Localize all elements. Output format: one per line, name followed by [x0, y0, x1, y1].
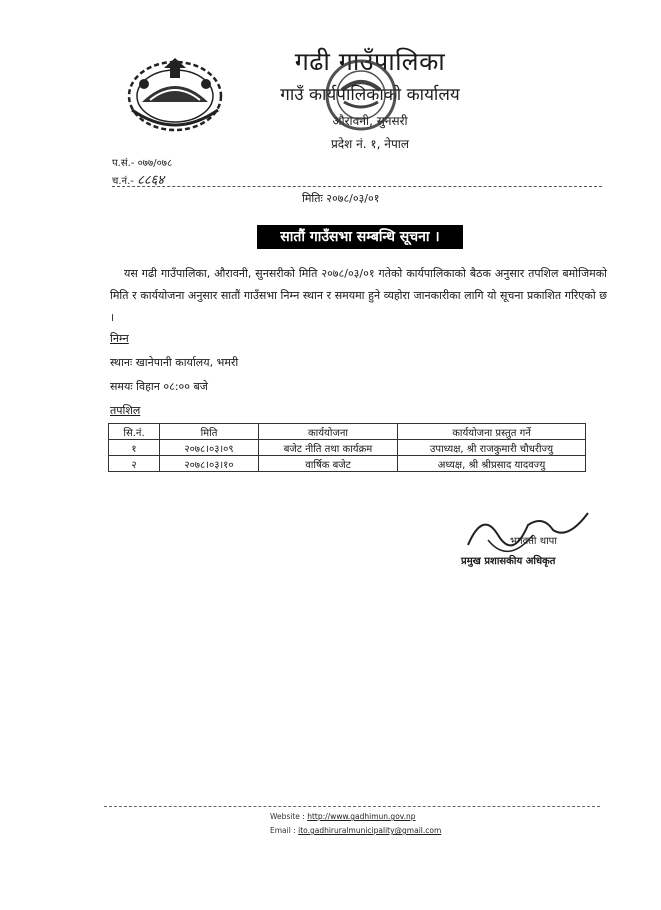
cell-date: २०७८।०३।१०	[160, 456, 259, 472]
cell-agenda: बजेट नीति तथा कार्यक्रम	[259, 440, 398, 456]
cell-date: २०७८।०३।०९	[160, 440, 259, 456]
col-agenda: कार्ययोजना	[259, 424, 398, 440]
col-serial: सि.नं.	[109, 424, 160, 440]
date-value: २०७८/०३/०१	[326, 192, 380, 205]
email-link[interactable]: ito.gadhiruralmunicipality@gmail.com	[298, 826, 442, 835]
footer-email: Email : ito.gadhiruralmunicipality@gmail.com	[270, 826, 442, 835]
footer-website: Website : http://www.gadhimun.gov.np	[270, 812, 416, 821]
signatory-name: भगवती थापा	[510, 536, 557, 547]
office-address: औरावनी, सुनसरी	[332, 114, 408, 128]
cell-serial: १	[109, 440, 160, 456]
date-label: मितिः	[302, 192, 323, 205]
cell-presenter: अध्यक्ष, श्री श्रीप्रसाद यादवज्यु	[398, 456, 586, 472]
table-header-row	[109, 424, 586, 440]
website-label: Website	[270, 812, 300, 821]
venue-label: स्थानः	[110, 356, 133, 369]
details-heading: निम्न	[110, 332, 129, 345]
province-name: प्रदेश नं. १, नेपाल	[330, 137, 410, 151]
notice-title: सातौं गाउँसभा सम्बन्धि सूचना ।	[257, 225, 463, 249]
time-label: समयः	[110, 380, 133, 393]
schedule-table	[108, 423, 586, 472]
time-value: विहान ०८:०० बजे	[136, 380, 208, 393]
table-heading: तपशिल	[110, 404, 141, 417]
notice-date	[302, 191, 379, 206]
cn-value: ८८६४	[137, 173, 165, 188]
website-link[interactable]: http://www.gadhimun.gov.np	[307, 812, 416, 821]
notice-body: यस गढी गाउँपालिका, औरावनी, सुनसरीको मिति २०७८/०३/०१ गतेको कार्यपालिकाको बैठक अनुसार तपशिल बमोजिमको मिति र कार्ययोजना अनुसार सातौं गाउँसभा निम्न स्थान र समयमा हुने व्यहोरा जानकारीका लागि यो सूचना प्रकाशित गरिएको छ ।	[110, 267, 607, 324]
ps-label: प.सं.-	[112, 158, 135, 169]
cn-label: च.नं.-	[112, 176, 134, 187]
venue-value: खानेपानी कार्यालय, भमरी	[135, 356, 239, 369]
cell-serial: २	[109, 456, 160, 472]
ps-value: ०७७/०७८	[137, 158, 173, 169]
cell-agenda: वार्षिक बजेट	[259, 456, 398, 472]
time-line	[110, 379, 208, 394]
table-row	[109, 456, 586, 472]
email-label: Email	[270, 826, 291, 835]
footer-divider	[104, 806, 600, 807]
office-name: गाउँ कार्यपालिकाको कार्यालय	[280, 85, 460, 105]
venue-line	[110, 355, 238, 370]
col-presenter: कार्ययोजना प्रस्तुत गर्ने	[398, 424, 586, 440]
table-row	[109, 440, 586, 456]
office-stamp-icon	[322, 56, 400, 134]
signatory-title: प्रमुख प्रशासकीय अधिकृत	[461, 556, 556, 567]
municipality-name: गढी गाउँपालिका	[294, 47, 446, 76]
cell-presenter: उपाध्यक्ष, श्री राजकुमारी चौधरीज्यु	[398, 440, 586, 456]
col-date: मिति	[160, 424, 259, 440]
header-divider	[112, 186, 602, 187]
nepal-emblem-icon	[122, 50, 228, 136]
reference-ps	[112, 155, 172, 169]
